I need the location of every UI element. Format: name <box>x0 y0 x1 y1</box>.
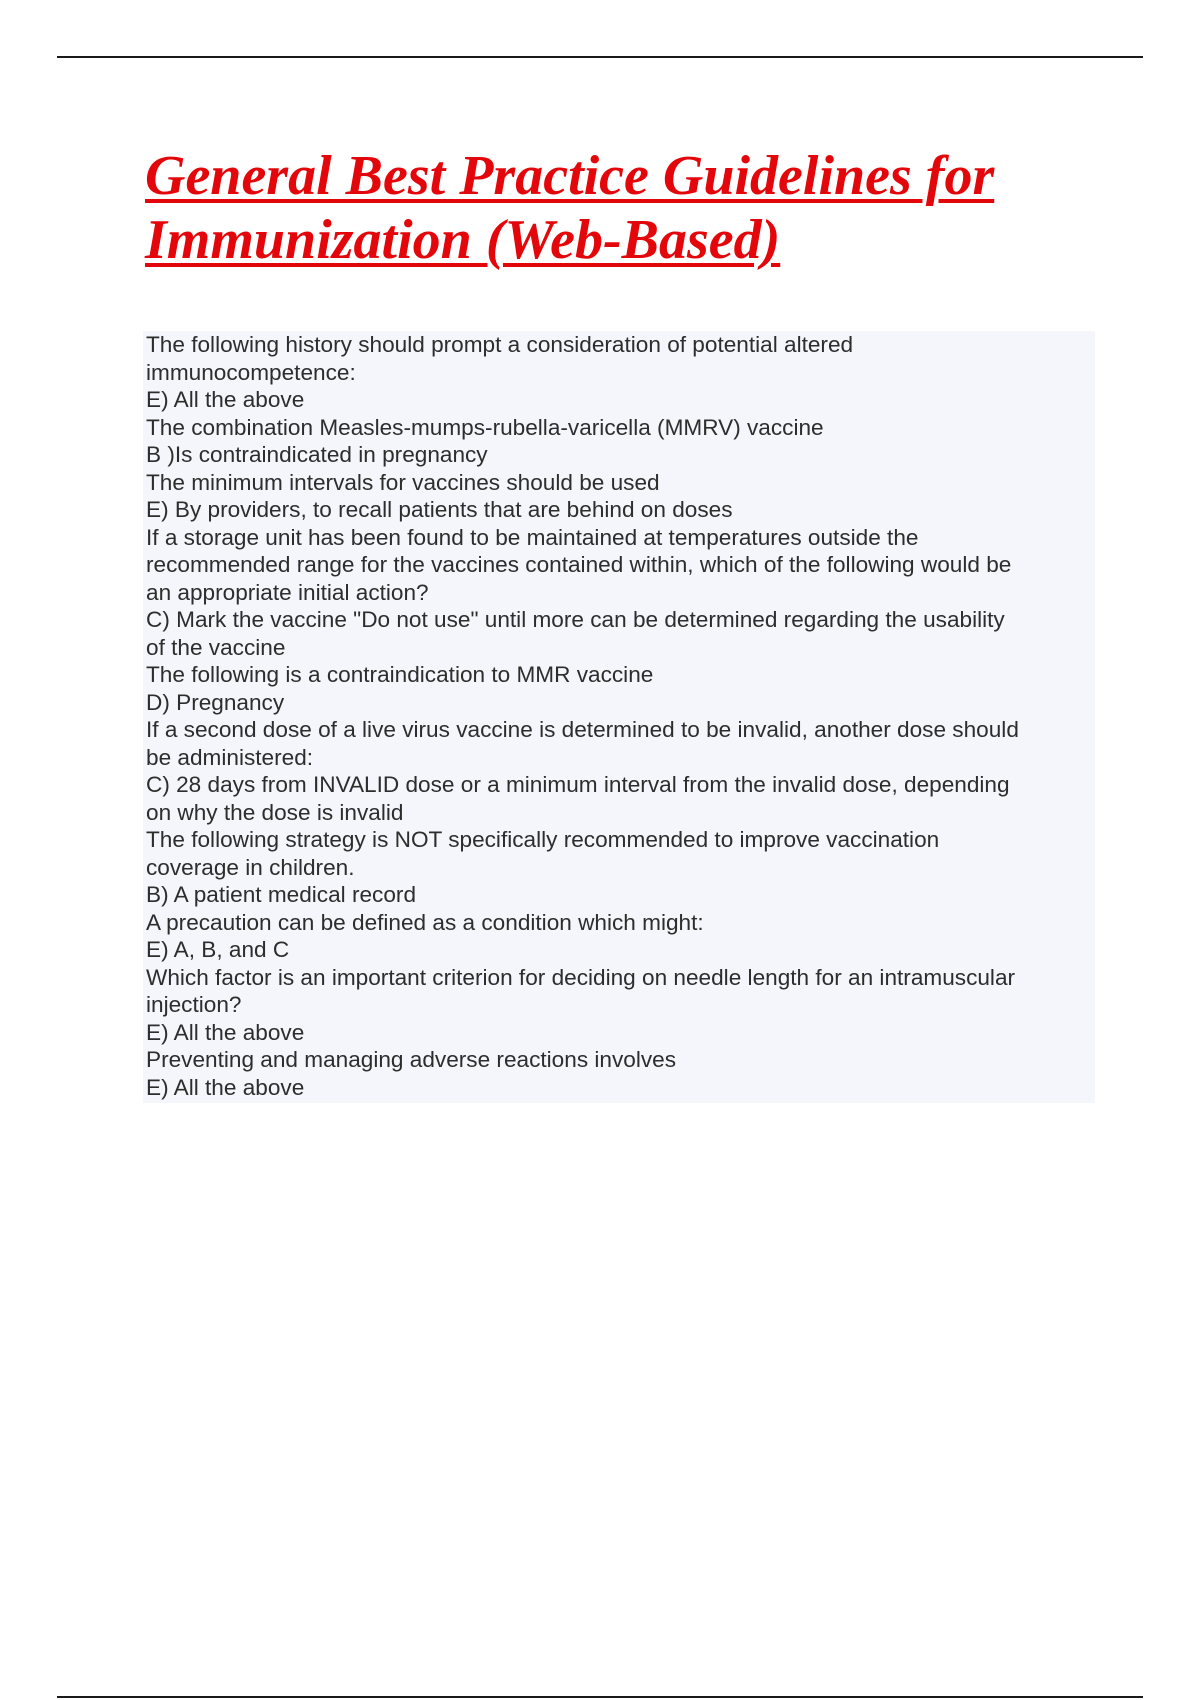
question-line: be administered: <box>146 744 314 770</box>
question-line: The following history should prompt a consideration of potential altered <box>146 332 854 357</box>
answer-line: C) 28 days from INVALID dose or a minimum interval from the invalid dose, depending <box>146 772 1010 797</box>
question-line: If a second dose of a live virus vaccine is determined to be invalid, another dose should <box>146 717 1019 742</box>
answer-line: E) A, B, and C <box>146 937 290 962</box>
question-line: The following strategy is NOT specifically recommended to improve vaccination <box>146 827 940 852</box>
question-line: coverage in children. <box>146 854 355 880</box>
document-title <box>145 144 1145 272</box>
question-line: The combination Measles-mumps-rubella-varicella (MMRV) vaccine <box>146 414 824 440</box>
question-line: Preventing and managing adverse reactions involves <box>146 1047 677 1072</box>
question-line: A precaution can be defined as a condition which might: <box>146 909 704 935</box>
document-title-line-2: Immunization (Web-Based) <box>145 209 781 271</box>
answer-line: E) All the above <box>146 1074 305 1100</box>
qa-content-block <box>143 331 1095 1103</box>
document-title-line-1: General Best Practice Guidelines for <box>145 145 995 207</box>
answer-line: of the vaccine <box>146 634 286 660</box>
question-line: immunocompetence: <box>146 359 356 385</box>
answer-line: E) All the above <box>146 1019 305 1045</box>
question-line: The minimum intervals for vaccines should be used <box>146 469 660 495</box>
question-line: injection? <box>146 992 242 1017</box>
question-line: an appropriate initial action? <box>146 579 429 605</box>
question-line: The following is a contraindication to MMR vaccine <box>146 662 654 687</box>
bottom-rule <box>57 1696 1143 1698</box>
question-line: If a storage unit has been found to be maintained at temperatures outside the <box>146 524 919 550</box>
answer-line: B )Is contraindicated in pregnancy <box>146 442 488 467</box>
question-line: recommended range for the vaccines contained within, which of the following would be <box>146 552 1012 577</box>
answer-line: on why the dose is invalid <box>146 799 404 825</box>
answer-line: E) By providers, to recall patients that are behind on doses <box>146 497 733 522</box>
answer-line: D) Pregnancy <box>146 689 285 715</box>
answer-line: B) A patient medical record <box>146 882 417 907</box>
answer-line: E) All the above <box>146 387 305 412</box>
top-rule <box>57 56 1143 58</box>
answer-line: C) Mark the vaccine "Do not use" until more can be determined regarding the usability <box>146 607 1005 632</box>
question-line: Which factor is an important criterion for deciding on needle length for an intramuscular <box>146 964 1016 990</box>
